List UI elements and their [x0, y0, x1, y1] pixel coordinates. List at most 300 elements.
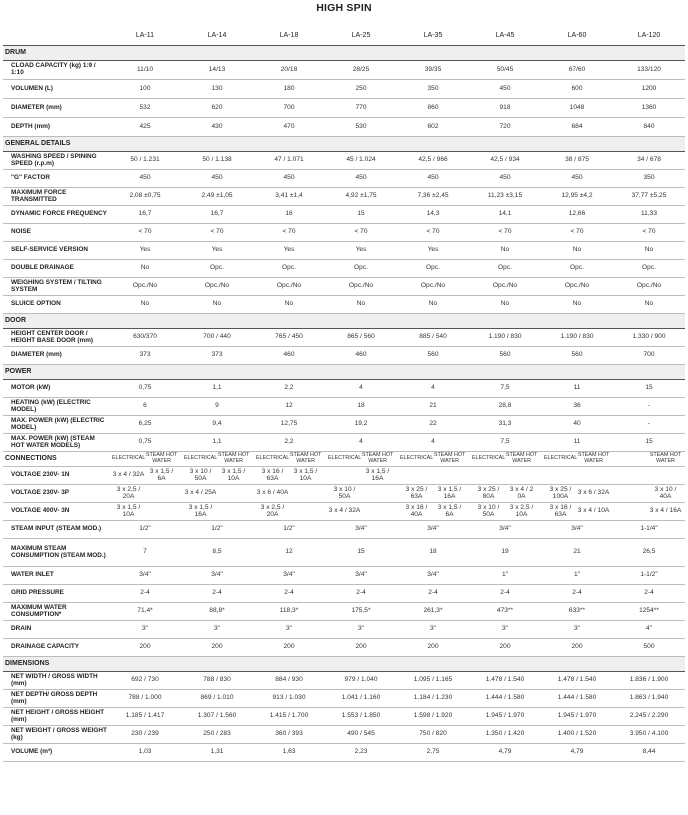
- spec-row: [3, 467, 685, 485]
- spec-value: 31,3: [469, 416, 541, 434]
- spec-value: 11,33: [613, 206, 685, 224]
- spec-value-pair: [469, 485, 541, 503]
- spec-value: Opc./No: [109, 278, 181, 296]
- spec-value-pair: [253, 485, 325, 503]
- spec-row: [3, 118, 685, 137]
- spec-value: 2,23: [325, 744, 397, 762]
- spec-value: 20/18: [253, 61, 325, 80]
- spec-value: 3/4": [325, 521, 397, 539]
- electrical-value: 3 x 4 / 32A: [112, 471, 145, 479]
- spec-value: 4: [325, 434, 397, 452]
- spec-value: 860: [397, 99, 469, 118]
- spec-value: 14,1: [469, 206, 541, 224]
- spec-value: 9: [181, 398, 253, 416]
- spec-value: 19,2: [325, 416, 397, 434]
- spec-value-pair: [613, 503, 685, 521]
- spec-label: DRAINAGE CAPACITY: [3, 639, 109, 657]
- spec-label: DEPTH (mm): [3, 118, 109, 137]
- spec-value: 250 / 283: [181, 726, 253, 744]
- spec-value: 3/4": [397, 521, 469, 539]
- spec-value: 450: [469, 80, 541, 99]
- spec-value: 1360: [613, 99, 685, 118]
- spec-value: Opc./No: [253, 278, 325, 296]
- spec-value: 450: [181, 170, 253, 188]
- spec-value: 4,79: [469, 744, 541, 762]
- spec-value: 7,5: [469, 434, 541, 452]
- value-pair: [325, 453, 397, 464]
- steam-hot-water-value: 3 x 4 / 10A: [577, 507, 610, 515]
- spec-value: Opc./No: [325, 278, 397, 296]
- spec-value: 430: [181, 118, 253, 137]
- spec-value: 18: [325, 398, 397, 416]
- spec-value: 230 / 239: [109, 726, 181, 744]
- spec-row: [3, 603, 685, 621]
- spec-value: 1.945 / 1.970: [541, 708, 613, 726]
- spec-label: "G" FACTOR: [3, 170, 109, 188]
- spec-value-pair: [613, 485, 685, 503]
- spec-value: < 70: [109, 224, 181, 242]
- steam-hot-water-value: STEAM HOT WATER: [577, 452, 610, 464]
- spec-value: 12,66: [541, 206, 613, 224]
- spec-value: 200: [397, 639, 469, 657]
- spec-value: 1.095 / 1.165: [397, 672, 469, 690]
- spec-value: 3/4": [181, 567, 253, 585]
- spec-value: 1.415 / 1.700: [253, 708, 325, 726]
- spec-row: [3, 398, 685, 416]
- value-pair: [469, 453, 541, 464]
- value-pair: [325, 469, 397, 483]
- spec-value-pair: [253, 503, 325, 521]
- spec-value-pair: [181, 485, 253, 503]
- spec-value: 1,63: [253, 744, 325, 762]
- spec-value-pair: [109, 452, 181, 467]
- spec-value: 42,5 / 934: [469, 152, 541, 170]
- spec-value: 50 / 1.138: [181, 152, 253, 170]
- value-pair: [109, 505, 181, 519]
- value-pair: [541, 505, 613, 519]
- spec-value: 4,79: [541, 744, 613, 762]
- spec-value: 19: [469, 539, 541, 567]
- spec-row: [3, 639, 685, 657]
- spec-value: 460: [253, 347, 325, 365]
- spec-value: 1.945 / 1.970: [469, 708, 541, 726]
- spec-row: [3, 329, 685, 347]
- spec-value-pair: [469, 452, 541, 467]
- spec-value: 2.245 / 2.290: [613, 708, 685, 726]
- spec-value: 4: [325, 380, 397, 398]
- spec-value: 692 / 730: [109, 672, 181, 690]
- spec-label: MAXIMUM FORCE TRANSMITTED: [3, 188, 109, 206]
- steam-hot-water-value: 3 x 1,5 / 10A: [293, 467, 318, 482]
- spec-value: 14,3: [397, 206, 469, 224]
- electrical-value: 3 x 6 / 40A: [256, 489, 289, 497]
- spec-value: 16,7: [181, 206, 253, 224]
- spec-label: DRAIN: [3, 621, 109, 639]
- spec-value: 2,2: [253, 434, 325, 452]
- section-title: POWER: [3, 365, 685, 380]
- spec-value: 16,7: [109, 206, 181, 224]
- spec-label: HEATING (kW) (ELECTRIC MODEL): [3, 398, 109, 416]
- spec-value-pair: [181, 503, 253, 521]
- spec-value: 2-4: [109, 585, 181, 603]
- section-title: DOOR: [3, 314, 685, 329]
- spec-value-pair: [109, 503, 181, 521]
- spec-value: 1-1/2": [613, 567, 685, 585]
- spec-value-pair: [109, 467, 181, 485]
- value-pair: [253, 469, 325, 483]
- spec-value-pair: [109, 485, 181, 503]
- spec-row: [3, 206, 685, 224]
- spec-value: 37,77 ±5,25: [613, 188, 685, 206]
- spec-value: 1,31: [181, 744, 253, 762]
- spec-label: MAX. POWER (kW) (ELECTRIC MODEL): [3, 416, 109, 434]
- spec-value: 450: [109, 170, 181, 188]
- spec-value: 118,3*: [253, 603, 325, 621]
- spec-value: 28,8: [469, 398, 541, 416]
- spec-value: No: [541, 242, 613, 260]
- value-pair: [613, 453, 685, 464]
- electrical-value: 3 x 1,5 / 16A: [188, 503, 213, 518]
- spec-value: < 70: [181, 224, 253, 242]
- steam-hot-water-value: STEAM HOT WATER: [289, 452, 322, 464]
- steam-hot-water-value: STEAM HOT WATER: [361, 452, 394, 464]
- spec-value: 8,44: [613, 744, 685, 762]
- spec-label: DYNAMIC FORCE FREQUENCY: [3, 206, 109, 224]
- spec-value-pair: [181, 452, 253, 467]
- spec-value: Yes: [325, 242, 397, 260]
- spec-value: 15: [325, 539, 397, 567]
- spec-row: [3, 485, 685, 503]
- spec-value: < 70: [397, 224, 469, 242]
- spec-value: 67/60: [541, 61, 613, 80]
- value-pair: [181, 505, 253, 519]
- spec-value: 261,3*: [397, 603, 469, 621]
- spec-value: 788 / 1.000: [109, 690, 181, 708]
- spec-value: 28/25: [325, 61, 397, 80]
- spec-value: Opc.: [181, 260, 253, 278]
- spec-value: Opc./No: [397, 278, 469, 296]
- spec-label: HEIGHT CENTER DOOR / HEIGHT BASE DOOR (mm): [3, 329, 109, 347]
- spec-value: Opc./No: [541, 278, 613, 296]
- spec-value: 1": [469, 567, 541, 585]
- spec-label: STEAM INPUT (STEAM MOD.): [3, 521, 109, 539]
- electrical-value: ELECTRICAL: [472, 455, 506, 462]
- spec-value: 1200: [613, 80, 685, 99]
- spec-value: 7,36 ±2,45: [397, 188, 469, 206]
- spec-value: 700 / 440: [181, 329, 253, 347]
- spec-value: 1.185 / 1.417: [109, 708, 181, 726]
- model-header: LA-14: [207, 32, 227, 40]
- spec-value-pair: [541, 467, 613, 485]
- spec-value-pair: [469, 503, 541, 521]
- spec-value: 1.190 / 830: [541, 329, 613, 347]
- electrical-value: 3 x 10 / 50A: [477, 503, 500, 518]
- spec-row: [3, 242, 685, 260]
- spec-value: 425: [109, 118, 181, 137]
- spec-row: [3, 503, 685, 521]
- header-spacer: [3, 27, 109, 46]
- spec-row: [3, 296, 685, 314]
- electrical-value: ELECTRICAL: [400, 455, 434, 462]
- electrical-value: ELECTRICAL: [184, 455, 218, 462]
- spec-row: [3, 521, 685, 539]
- value-pair: [613, 508, 685, 515]
- spec-value: Yes: [109, 242, 181, 260]
- spec-value: 200: [181, 639, 253, 657]
- model-header: LA-11: [135, 32, 155, 40]
- spec-value: 473**: [469, 603, 541, 621]
- spec-row: [3, 347, 685, 365]
- spec-value: 2,2: [253, 380, 325, 398]
- spec-value: 4,92 ±1,75: [325, 188, 397, 206]
- spec-value: 3": [325, 621, 397, 639]
- spec-value: 2-4: [181, 585, 253, 603]
- spec-value: 450: [253, 170, 325, 188]
- value-pair: [109, 469, 181, 483]
- section-header-row: [3, 137, 685, 152]
- spec-label: CONNECTIONS: [3, 452, 109, 467]
- spec-value: 14/13: [181, 61, 253, 80]
- spec-value: 36: [541, 398, 613, 416]
- value-pair: [325, 508, 397, 515]
- spec-value: Opc.: [397, 260, 469, 278]
- spec-value: 750 / 820: [397, 726, 469, 744]
- spec-value: 7,5: [469, 380, 541, 398]
- spec-value: 1.444 / 1.580: [541, 690, 613, 708]
- spec-value-pair: [613, 452, 685, 467]
- electrical-value: 3 x 1,5 / 10A: [116, 503, 141, 518]
- spec-value: 840: [613, 118, 685, 137]
- spec-label: NET HEIGHT / GROSS HEIGHT (mm): [3, 708, 109, 726]
- spec-value: < 70: [613, 224, 685, 242]
- spec-value: 1.598 / 1.920: [397, 708, 469, 726]
- spec-value: No: [109, 260, 181, 278]
- spec-value: 200: [541, 639, 613, 657]
- steam-hot-water-value: STEAM HOT WATER: [217, 452, 250, 464]
- spec-label: GRID PRESSURE: [3, 585, 109, 603]
- spec-value: 884 / 930: [253, 672, 325, 690]
- spec-value: 1": [541, 567, 613, 585]
- spec-value: 0,75: [109, 380, 181, 398]
- spec-value: No: [613, 296, 685, 314]
- spec-label: SELF-SERVICE VERSION: [3, 242, 109, 260]
- value-pair: [109, 487, 181, 501]
- spec-value: 684: [541, 118, 613, 137]
- spec-label: VOLTAGE 230V- 1N: [3, 467, 109, 485]
- spec-value: 450: [469, 170, 541, 188]
- spec-label: NET WEIGHT / GROSS WEIGHT (kg): [3, 726, 109, 744]
- spec-value: 175,5*: [325, 603, 397, 621]
- spec-label: MAX. POWER (kW) (STEAM HOT WATER MODELS): [3, 434, 109, 452]
- spec-value: 16: [253, 206, 325, 224]
- spec-value: 7: [109, 539, 181, 567]
- spec-value: 11/10: [109, 61, 181, 80]
- value-pair: [253, 490, 325, 497]
- steam-hot-water-value: 3 x 2,5 / 10A: [509, 503, 534, 518]
- spec-value: 530: [325, 118, 397, 137]
- spec-row: [3, 80, 685, 99]
- section-header-row: [3, 314, 685, 329]
- spec-value: 4": [613, 621, 685, 639]
- value-pair: [469, 487, 541, 501]
- spec-value: 250: [325, 80, 397, 99]
- value-pair: [613, 487, 685, 501]
- spec-value: 373: [109, 347, 181, 365]
- spec-value-pair: [541, 503, 613, 521]
- electrical-value: 3 x 25 / 80A: [477, 485, 500, 500]
- spec-value: No: [325, 296, 397, 314]
- electrical-value: 3 x 2,5 / 20A: [260, 503, 285, 518]
- spec-value: 1.307 / 1.560: [181, 708, 253, 726]
- spec-row: [3, 380, 685, 398]
- spec-row: [3, 434, 685, 452]
- spec-value: 47 / 1.071: [253, 152, 325, 170]
- spec-value: 3/4": [469, 521, 541, 539]
- spec-value: 15: [613, 434, 685, 452]
- steam-hot-water-value: 3 x 1,5 / 10A: [221, 467, 246, 482]
- spec-value: 700: [253, 99, 325, 118]
- spec-value: 3": [397, 621, 469, 639]
- spec-value: 3": [253, 621, 325, 639]
- spec-value: 11: [541, 380, 613, 398]
- value-pair: [397, 487, 469, 501]
- spec-value: 560: [469, 347, 541, 365]
- spec-value: 12: [253, 539, 325, 567]
- spec-label: MAXIMUM STEAM CONSUMPTION (STEAM MOD.): [3, 539, 109, 567]
- spec-value: 460: [325, 347, 397, 365]
- value-pair: [541, 453, 613, 464]
- spec-value: 2-4: [541, 585, 613, 603]
- spec-value: 3": [469, 621, 541, 639]
- spec-value: 1,1: [181, 434, 253, 452]
- spec-value: 788 / 830: [181, 672, 253, 690]
- spec-value-pair: [469, 467, 541, 485]
- spec-value: 630/370: [109, 329, 181, 347]
- spec-value: Opc.: [541, 260, 613, 278]
- spec-value: 350: [613, 170, 685, 188]
- spec-value: 560: [541, 347, 613, 365]
- spec-value: < 70: [253, 224, 325, 242]
- spec-value: 2,75: [397, 744, 469, 762]
- spec-value: 26,5: [613, 539, 685, 567]
- value-pair: [181, 469, 253, 483]
- spec-value-pair: [397, 485, 469, 503]
- electrical-value: 3 x 10 / 50A: [333, 485, 356, 500]
- model-header-row: [3, 27, 685, 46]
- spec-value-pair: [397, 467, 469, 485]
- spec-value: 490 / 545: [325, 726, 397, 744]
- spec-label: CLOAD CAPACITY (kg) 1:9 / 1:10: [3, 61, 109, 80]
- spec-value: Opc.: [325, 260, 397, 278]
- value-pair: [253, 453, 325, 464]
- spec-label: SLUICE OPTION: [3, 296, 109, 314]
- spec-value: 700: [613, 347, 685, 365]
- spec-label: DOUBLE DRAINAGE: [3, 260, 109, 278]
- spec-value: 500: [613, 639, 685, 657]
- value-pair: [397, 505, 469, 519]
- spec-value-pair: [541, 485, 613, 503]
- spec-value: 450: [325, 170, 397, 188]
- spec-value: Yes: [181, 242, 253, 260]
- spec-label: WATER INLET: [3, 567, 109, 585]
- steam-hot-water-value: 3 x 10 / 40A: [654, 485, 677, 500]
- spec-value: 15: [325, 206, 397, 224]
- spec-value: 133/120: [613, 61, 685, 80]
- spec-row: [3, 539, 685, 567]
- spec-value: 12: [253, 398, 325, 416]
- spec-value: 1.330 / 900: [613, 329, 685, 347]
- spec-value: 3": [109, 621, 181, 639]
- spec-value: -: [613, 416, 685, 434]
- value-pair: [181, 490, 253, 497]
- spec-value: 15: [613, 380, 685, 398]
- spec-value: 42,5 / 966: [397, 152, 469, 170]
- spec-value: No: [613, 242, 685, 260]
- spec-table: [3, 27, 685, 762]
- spec-value-pair: [613, 467, 685, 485]
- spec-row: [3, 585, 685, 603]
- spec-value: 22: [397, 416, 469, 434]
- spec-value: 602: [397, 118, 469, 137]
- section-title: GENERAL DETAILS: [3, 137, 685, 152]
- spec-value: 1.350 / 1.420: [469, 726, 541, 744]
- spec-value: < 70: [541, 224, 613, 242]
- spec-value: Opc./No: [181, 278, 253, 296]
- electrical-value: 3 x 25 / 63A: [405, 485, 428, 500]
- spec-value: 71,4*: [109, 603, 181, 621]
- spec-value: 3/4": [325, 567, 397, 585]
- steam-hot-water-value: 3 x 1,5 / 16A: [437, 485, 462, 500]
- model-header: LA-18: [279, 32, 299, 40]
- spec-label: NET WIDTH / GROSS WIDTH (mm): [3, 672, 109, 690]
- spec-value: 3/4": [541, 521, 613, 539]
- spec-value: 865 / 560: [325, 329, 397, 347]
- spec-value: Opc.: [613, 260, 685, 278]
- spec-row: [3, 61, 685, 80]
- electrical-value: 3 x 16 / 63A: [261, 467, 284, 482]
- spec-value: 1.041 / 1.160: [325, 690, 397, 708]
- spec-label: DIAMETER (mm): [3, 99, 109, 118]
- spec-value: < 70: [325, 224, 397, 242]
- spec-value: 1.478 / 1.540: [469, 672, 541, 690]
- spec-value: 2-4: [397, 585, 469, 603]
- spec-value: 450: [397, 170, 469, 188]
- spec-value: 38 / 875: [541, 152, 613, 170]
- spec-value: 765 / 450: [253, 329, 325, 347]
- model-header: LA-120: [637, 32, 661, 40]
- steam-hot-water-value: 3 x 4 / 2 0A: [509, 485, 534, 500]
- spec-label: WEIGHING SYSTEM / TILTING SYSTEM: [3, 278, 109, 296]
- spec-row: [3, 152, 685, 170]
- spec-value-pair: [325, 485, 397, 503]
- spec-value: 1/2": [253, 521, 325, 539]
- spec-value: 470: [253, 118, 325, 137]
- spec-row: [3, 224, 685, 242]
- spec-value: 0,75: [109, 434, 181, 452]
- spec-row: [3, 170, 685, 188]
- spec-value: 200: [109, 639, 181, 657]
- spec-label: WASHING SPEED / SPINING SPEED (r.p.m): [3, 152, 109, 170]
- electrical-value: 3 x 4 / 32A: [328, 507, 361, 515]
- spec-value-pair: [325, 467, 397, 485]
- spec-value-pair: [325, 452, 397, 467]
- spec-value: 1.863 / 1.940: [613, 690, 685, 708]
- spec-value: Opc./No: [469, 278, 541, 296]
- spec-value: 450: [541, 170, 613, 188]
- section-header-row: [3, 657, 685, 672]
- electrical-value: 3 x 16 / 40A: [405, 503, 428, 518]
- spec-value: 45 / 1.024: [325, 152, 397, 170]
